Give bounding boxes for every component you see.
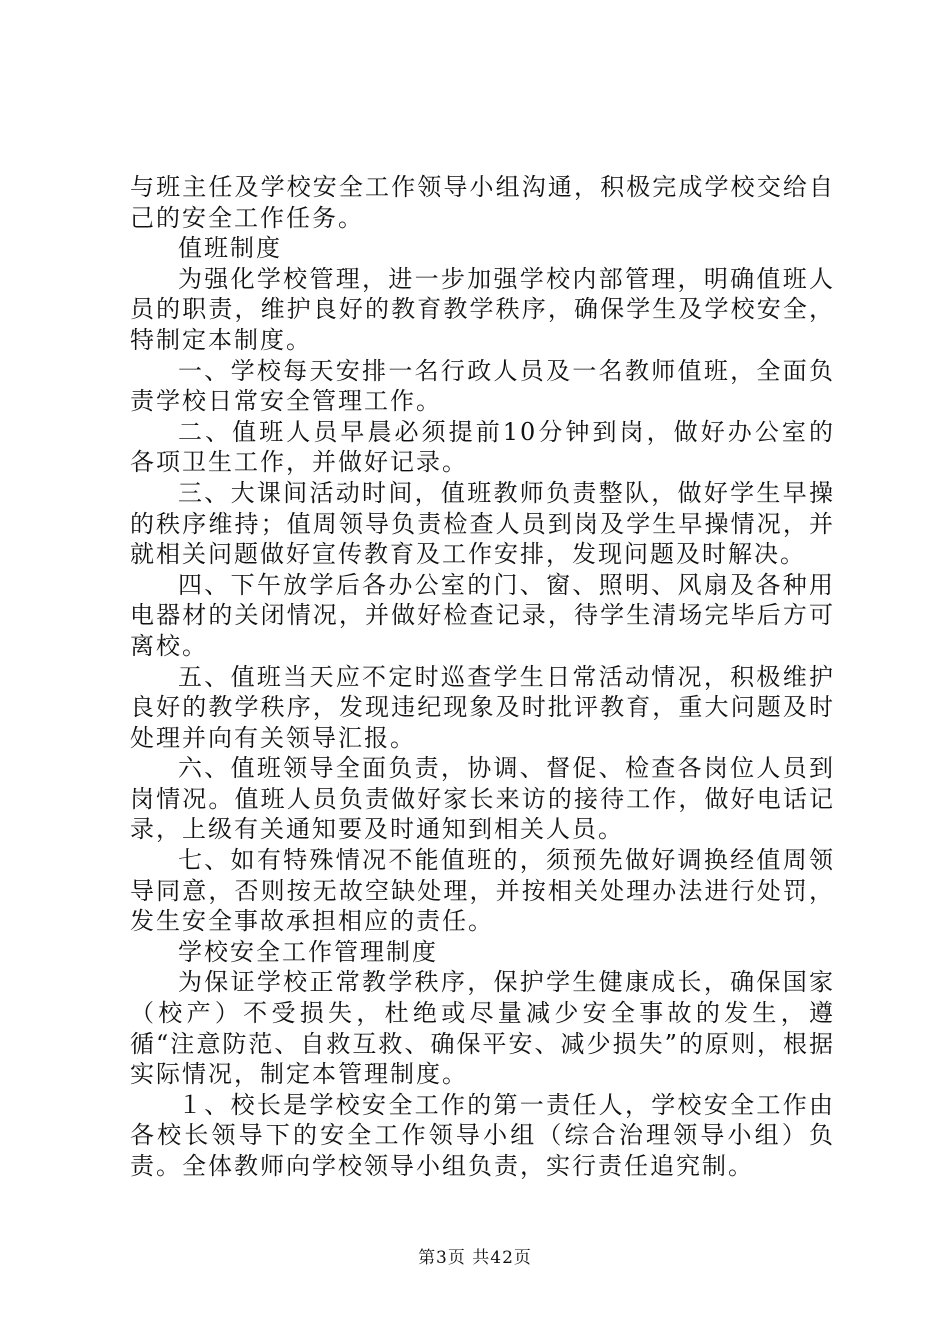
- paragraph-item-2: 二、值班人员早晨必须提前10分钟到岗，做好办公室的各项卫生工作，并做好记录。: [130, 417, 835, 477]
- paragraph-item-1: 一、学校每天安排一名行政人员及一名教师值班，全面负责学校日常安全管理工作。: [130, 356, 835, 416]
- document-body: [130, 172, 835, 1182]
- paragraph-item-5: 五、值班当天应不定时巡查学生日常活动情况，积极维护良好的教学秩序，发现违纪现象及时批评教育，重大问题及时处理并向有关领导汇报。: [130, 662, 835, 752]
- paragraph-item-7: 七、如有特殊情况不能值班的，须预先做好调换经值周领导同意，否则按无故空缺处理，并按相关处理办法进行处罚，发生安全事故承担相应的责任。: [130, 846, 835, 936]
- page-number-footer: 第3页 共42页: [418, 1248, 532, 1268]
- paragraph-item-6: 六、值班领导全面负责，协调、督促、检查各岗位人员到岗情况。值班人员负责做好家长来访的接待工作，做好电话记录，上级有关通知要及时通知到相关人员。: [130, 754, 835, 844]
- paragraph-item-4: 四、下午放学后各办公室的门、窗、照明、风扇及各种用电器材的关闭情况，并做好检查记录，待学生清场完毕后方可离校。: [130, 570, 835, 660]
- section-heading-duty: 值班制度: [178, 234, 282, 263]
- paragraph-safety-intro: 为保证学校正常教学秩序，保护学生健康成长，确保国家（校产）不受损失，杜绝或尽量减少安全事故的发生，遵循“注意防范、自救互救、确保平安、减少损失”的原则，根据实际情况，制定本管理制度。: [130, 968, 835, 1089]
- paragraph-intro: 为强化学校管理，进一步加强学校内部管理，明确值班人员的职责，维护良好的教育教学秩序，确保学生及学校安全，特制定本制度。: [130, 264, 835, 354]
- paragraph-continuation: 与班主任及学校安全工作领导小组沟通，积极完成学校交给自己的安全工作任务。: [130, 173, 835, 232]
- section-heading-safety: 学校安全工作管理制度: [178, 937, 438, 966]
- paragraph-item-3: 三、大课间活动时间，值班教师负责整队，做好学生早操的秩序维持；值周领导负责检查人员到岗及学生早操情况，并就相关问题做好宣传教育及工作安排，发现问题及时解决。: [130, 478, 835, 569]
- paragraph-safety-item-1: １、校长是学校安全工作的第一责任人，学校安全工作由各校长领导下的安全工作领导小组（综合治理领导小组）负责。全体教师向学校领导小组负责，实行责任追究制。: [130, 1090, 835, 1180]
